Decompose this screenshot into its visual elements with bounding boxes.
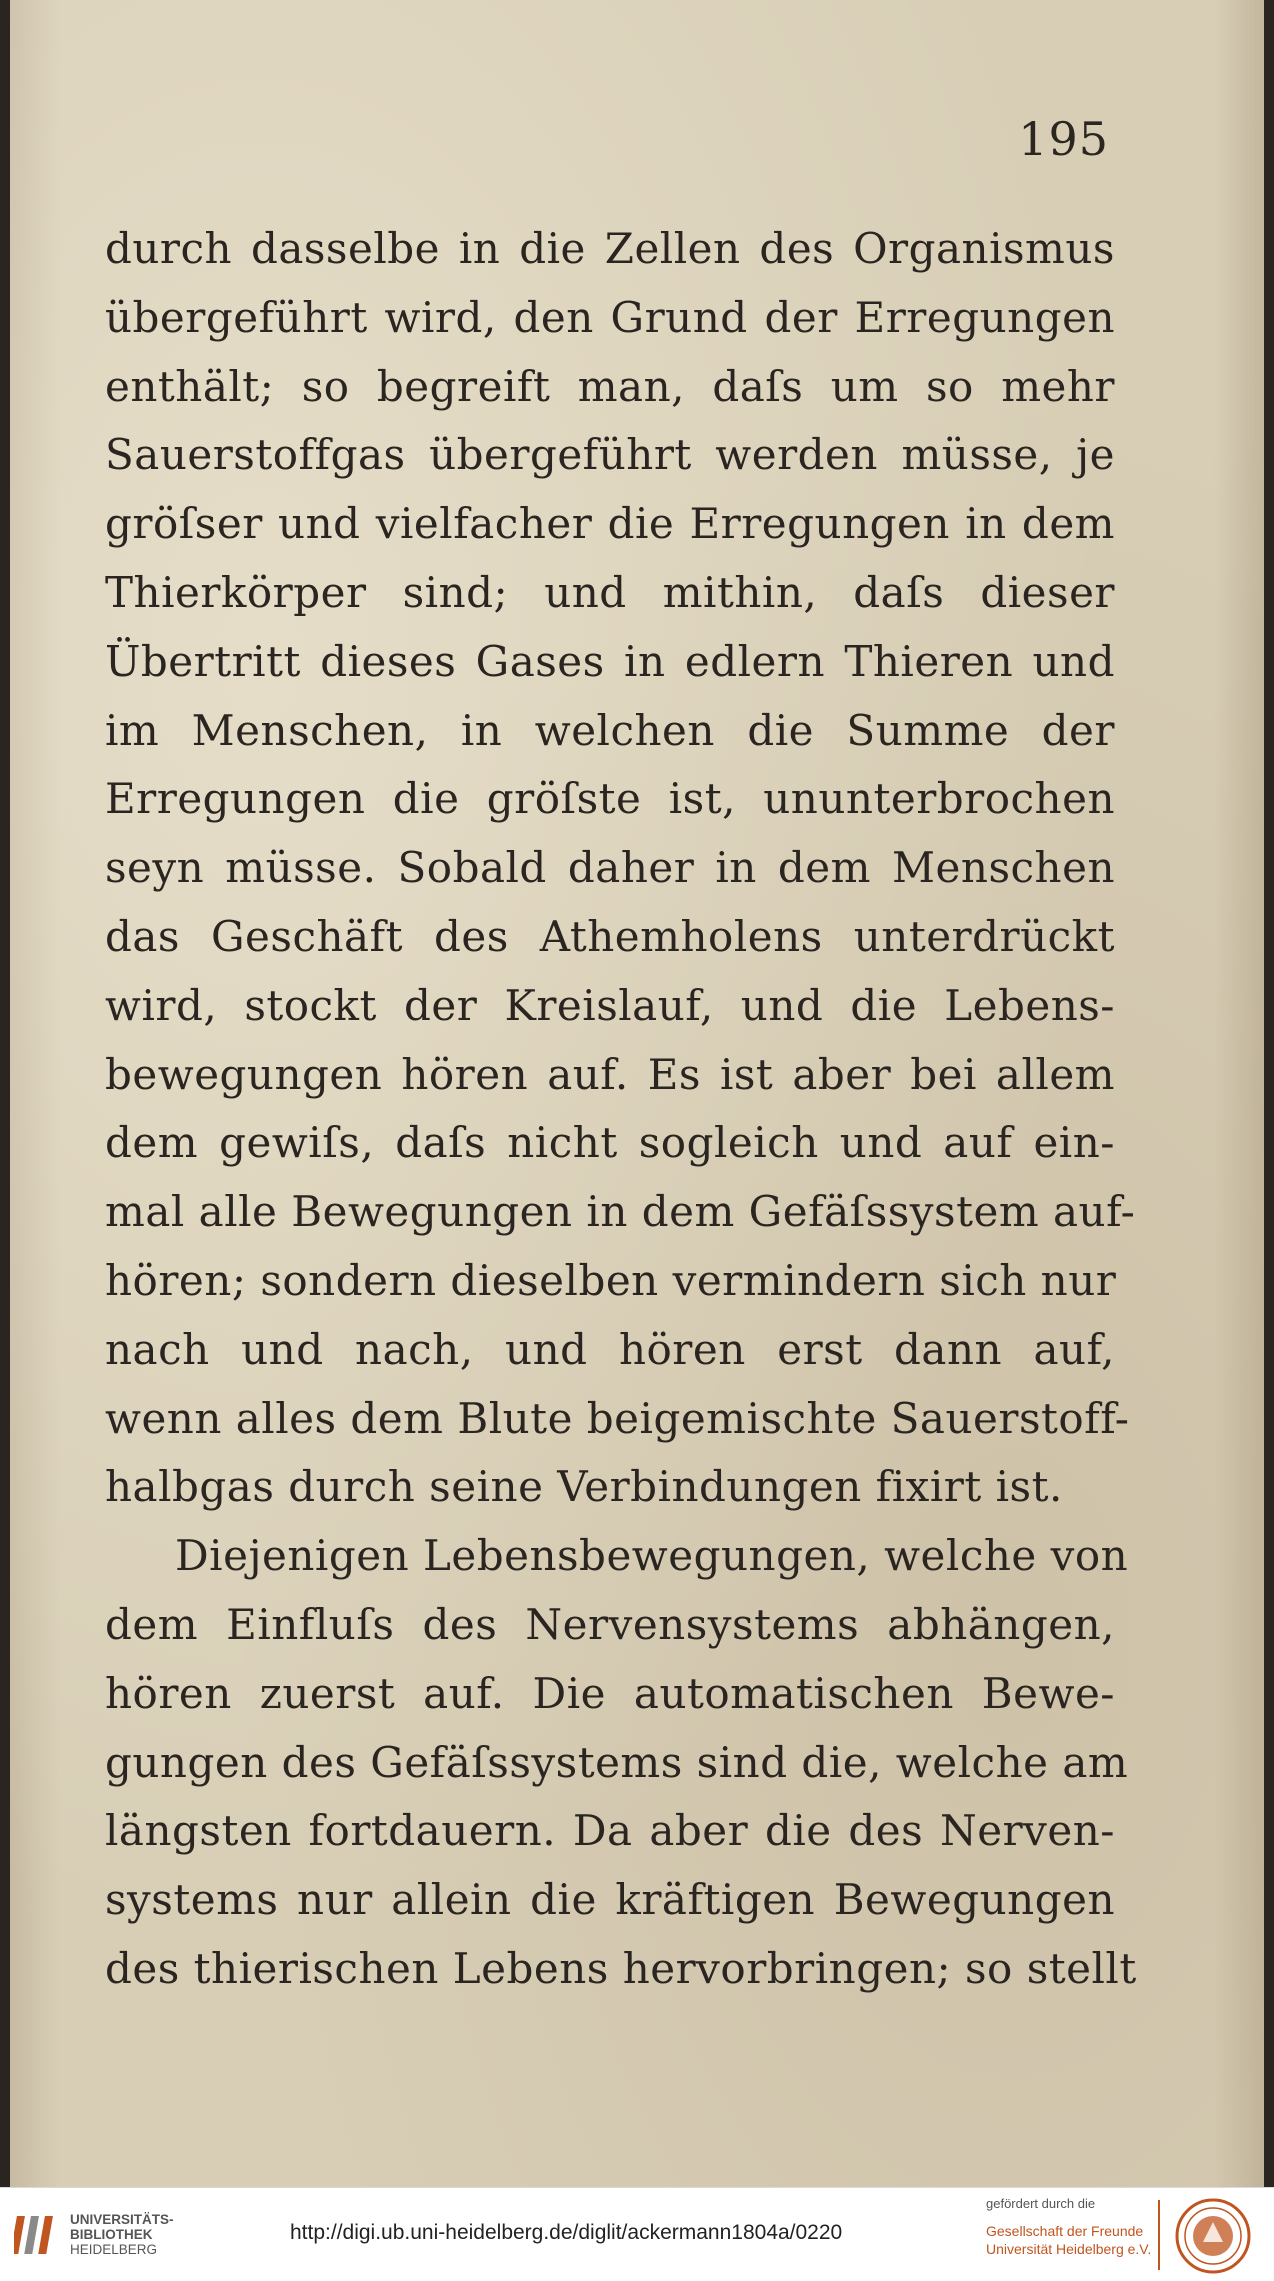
text-line: seyn müsse. Sobald daher in dem Menschen [105, 843, 1115, 893]
university-seal-icon [1175, 2198, 1251, 2274]
text-line: dem Einfluſs des Nervensystems abhängen, [105, 1599, 1115, 1649]
text-line: im Menschen, in welchen die Summe der [105, 705, 1115, 755]
text-line: gröſser und vielfacher die Erregungen in dem [105, 499, 1115, 549]
text-line: das Geschäft des Athemholens unterdrückt [105, 911, 1115, 961]
text-line: längsten fortdauern. Da aber die des Nerven- [105, 1806, 1115, 1856]
text-line: nach und nach, und hören erst dann auf, [105, 1324, 1115, 1374]
body-text [105, 215, 1137, 2004]
text-line: wenn alles dem Blute beigemischte Sauerstoff- [105, 1393, 1130, 1443]
library-name [70, 2212, 174, 2257]
paper-background [10, 0, 1264, 2187]
sponsor-name-line: Universität Heidelberg e.V. [986, 2241, 1152, 2257]
text-line: mal alle Bewegungen in dem Gefäſssystem auf- [105, 1187, 1136, 1237]
sponsor-name-line: Gesellschaft der Freunde [986, 2223, 1144, 2239]
text-line: durch dasselbe in die Zellen des Organismus [105, 224, 1115, 273]
text-line: hören; sondern dieselben vermindern sich nur [105, 1255, 1117, 1305]
text-line: gungen des Gefäſssystems sind die, welche am [105, 1737, 1129, 1787]
sponsor-name [986, 2222, 1151, 2258]
library-name-line: UNIVERSITÄTS- [70, 2212, 174, 2227]
text-line: Übertritt dieses Gases in edlern Thieren und [105, 636, 1115, 686]
page-number: 195 [1018, 112, 1109, 166]
permalink-url[interactable]: http://digi.ub.uni-heidelberg.de/diglit/ackermann1804a/0220 [290, 2221, 843, 2244]
text-line: systems nur allein die kräftigen Bewegungen [105, 1875, 1115, 1925]
text-line: dem gewiſs, daſs nicht sogleich und auf ein- [105, 1118, 1115, 1168]
text-line: Sauerstoffgas übergeführt werden müsse, je [105, 430, 1115, 480]
footer-bar [0, 2187, 1274, 2281]
text-line: übergeführt wird, den Grund der Erregungen [105, 292, 1115, 342]
library-name-line: HEIDELBERG [70, 2242, 158, 2257]
sponsor-divider [1158, 2200, 1160, 2270]
text-line: halbgas durch seine Verbindungen fixirt ist. [105, 1462, 1063, 1512]
university-library-logo-icon [14, 2210, 58, 2260]
text-line: Thierkörper sind; und mithin, daſs dieser [105, 567, 1115, 617]
library-name-line: BIBLIOTHEK [70, 2227, 153, 2242]
text-line: wird, stockt der Kreislauf, und die Lebens- [105, 980, 1115, 1030]
text-line: hören zuerst auf. Die automatischen Bewe- [105, 1668, 1115, 1718]
text-line: Erregungen die gröſste ist, ununterbrochen [105, 774, 1115, 824]
text-line: enthält; so begreift man, daſs um so mehr [105, 361, 1115, 411]
sponsor-label: gefördert durch die [986, 2196, 1096, 2211]
text-line: bewegungen hören auf. Es ist aber bei allem [105, 1049, 1115, 1099]
text-line: des thierischen Lebens hervorbringen; so stellt [105, 1943, 1137, 1993]
text-line: Diejenigen Lebensbewegungen, welche von [175, 1531, 1129, 1581]
